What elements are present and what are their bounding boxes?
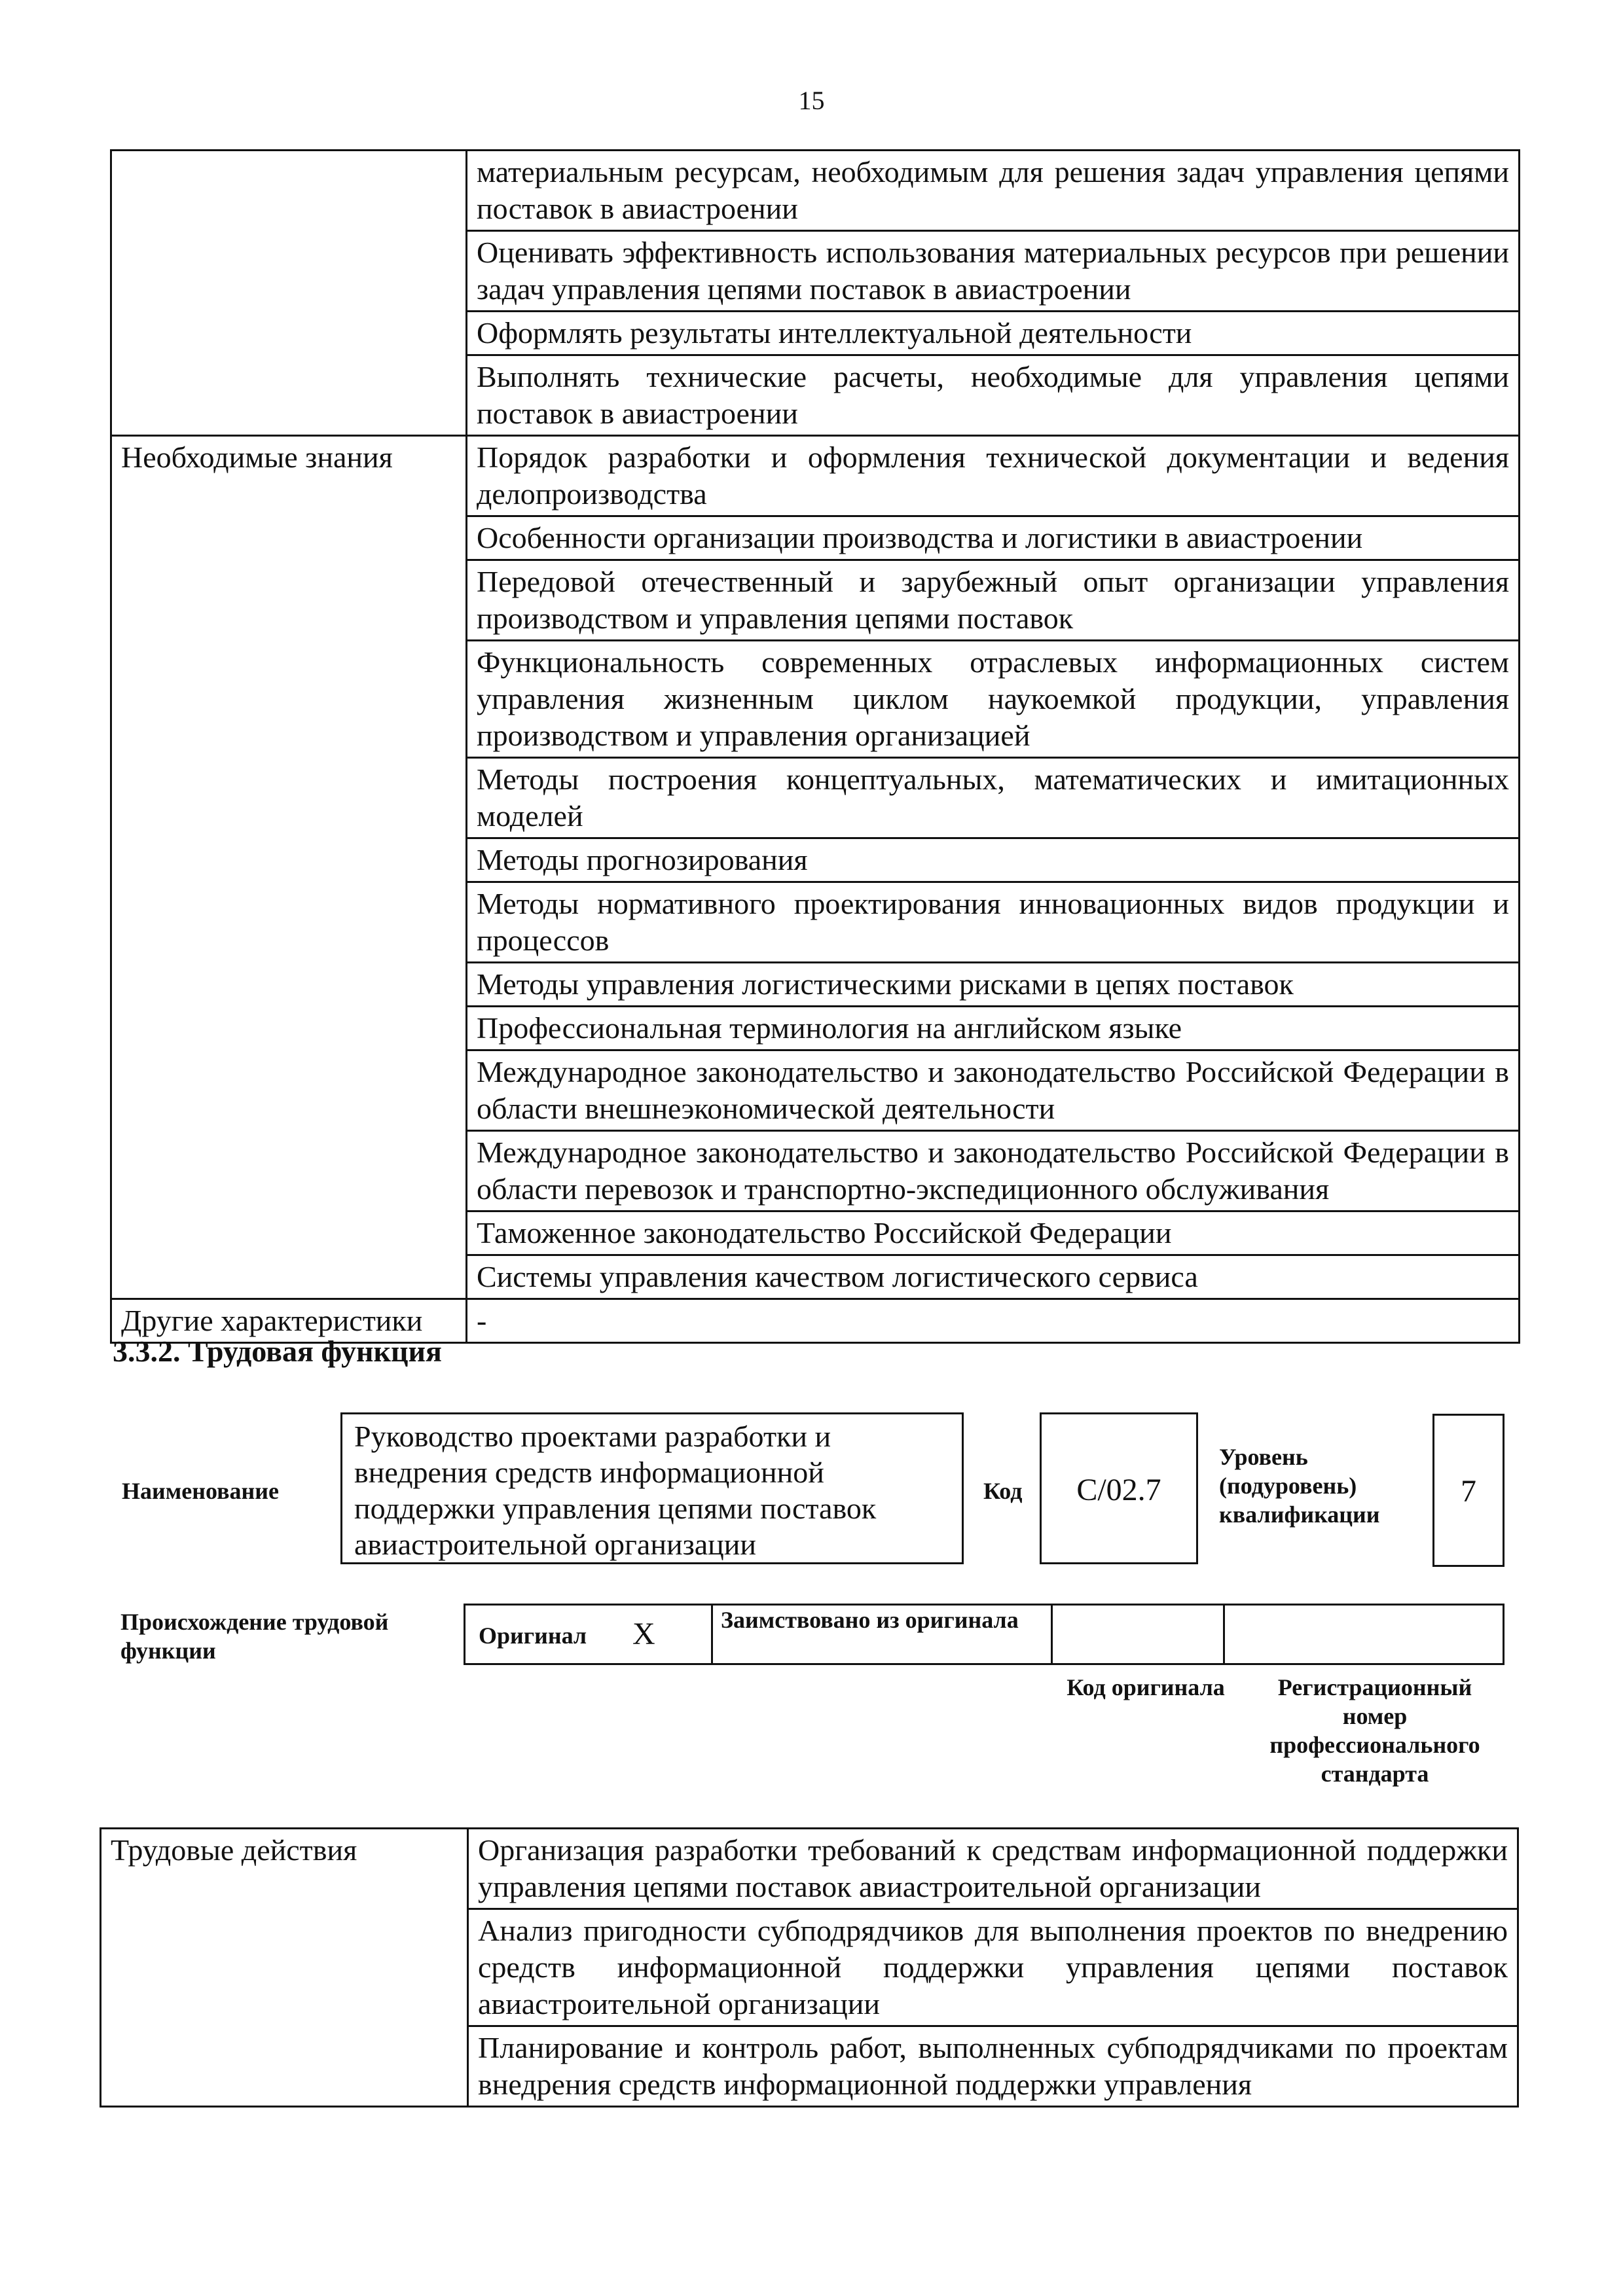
page-number: 15: [798, 86, 825, 115]
knowledge-cell: Методы прогнозирования: [467, 838, 1520, 882]
original-mark: X: [632, 1617, 655, 1651]
divider: [711, 1605, 713, 1663]
action-cell: Анализ пригодности субподрядчиков для выполнения проектов по внедрению средств информационной поддержки управления цепями поставок авиастроительной организации: [468, 1909, 1518, 2026]
knowledge-cell: Профессиональная терминология на английском языке: [467, 1007, 1520, 1050]
skill-cell: Оформлять результаты интеллектуальной деятельности: [467, 312, 1520, 355]
action-cell: Планирование и контроль работ, выполненных субподрядчиками по проектам внедрения средств информационной поддержки управления: [468, 2026, 1518, 2107]
knowledge-cell: Методы управления логистическими рисками в цепях поставок: [467, 963, 1520, 1007]
knowledge-cell: Методы построения концептуальных, математических и имитационных моделей: [467, 758, 1520, 838]
knowledge-cell: Системы управления качеством логистического сервиса: [467, 1255, 1520, 1299]
knowledge-cell: Порядок разработки и оформления технической документации и ведения делопроизводства: [467, 436, 1520, 516]
other-label: Другие характеристики: [111, 1299, 467, 1343]
code-box: C/02.7: [1040, 1412, 1198, 1564]
skill-cell: Оценивать эффективность использования материальных ресурсов при решении задач управления цепями поставок в авиастроении: [467, 231, 1520, 312]
knowledge-cell: Международное законодательство и законодательство Российской Федерации в области перевозок и транспортно-экспедиционного обслуживания: [467, 1131, 1520, 1211]
code-original-caption: Код оригинала: [1067, 1674, 1225, 1700]
level-label: Уровень (подуровень) квалификации: [1219, 1444, 1380, 1528]
knowledge-cell: Таможенное законодательство Российской Федерации: [467, 1211, 1520, 1255]
knowledge-table: [110, 149, 1520, 1344]
table-row: [111, 151, 1520, 231]
table-row: [101, 1829, 1518, 1909]
actions-table: [100, 1827, 1519, 2108]
section-title: 3.3.2. Трудовая функция: [113, 1335, 442, 1368]
code-label: Код: [983, 1478, 1023, 1504]
knowledge-cell: Методы нормативного проектирования инновационных видов продукции и процессов: [467, 882, 1520, 963]
empty-label-cell: [111, 151, 467, 436]
knowledge-cell: Функциональность современных отраслевых информационных систем управления жизненным циклом наукоемкой продукции, управления производством и управления организацией: [467, 641, 1520, 758]
function-name-box: Руководство проектами разработки и внедрения средств информационной поддержки управления цепями поставок авиастроительной организации: [340, 1412, 964, 1564]
table-row: [111, 436, 1520, 516]
other-value: -: [467, 1299, 1520, 1343]
name-label: Наименование: [122, 1478, 279, 1504]
knowledge-label: Необходимые знания: [111, 436, 467, 1299]
knowledge-cell: Международное законодательство и законодательство Российской Федерации в области внешнеэкономической деятельности: [467, 1050, 1520, 1131]
knowledge-cell: Особенности организации производства и логистики в авиастроении: [467, 516, 1520, 560]
level-box: 7: [1432, 1414, 1504, 1567]
origin-row: [464, 1604, 1504, 1665]
original-label: Оригинал: [479, 1623, 587, 1649]
actions-label: Трудовые действия: [101, 1829, 468, 2107]
knowledge-cell: Передовой отечественный и зарубежный опыт организации управления производством и управления цепями поставок: [467, 560, 1520, 641]
skill-cell: Выполнять технические расчеты, необходимые для управления цепями поставок в авиастроении: [467, 355, 1520, 436]
reg-number-caption: Регистрационный номер профессионального стандарта: [1269, 1674, 1480, 1787]
origin-label: Происхождение трудовой функции: [120, 1609, 389, 1664]
divider: [1223, 1605, 1225, 1663]
borrowed-label: Заимствовано из оригинала: [721, 1607, 1019, 1633]
action-cell: Организация разработки требований к средствам информационной поддержки управления цепями поставок авиастроительной организации: [468, 1829, 1518, 1909]
skill-cell: материальным ресурсам, необходимым для решения задач управления цепями поставок в авиастроении: [467, 151, 1520, 231]
divider: [1051, 1605, 1053, 1663]
